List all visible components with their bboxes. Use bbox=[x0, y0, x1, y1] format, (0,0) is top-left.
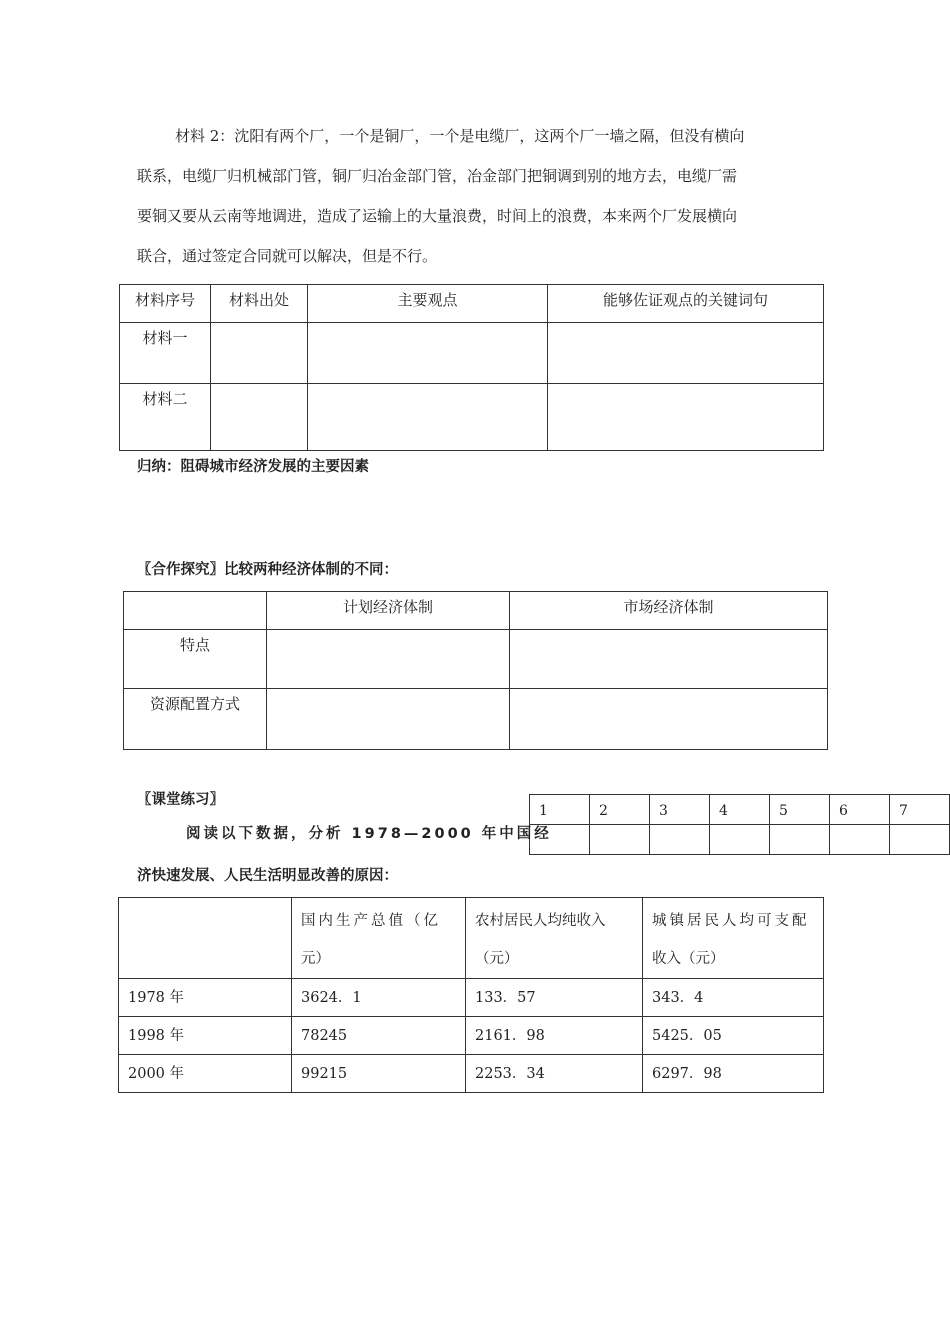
answer-input-row bbox=[530, 825, 950, 855]
answer-cell[interactable] bbox=[308, 323, 548, 384]
table-header-row bbox=[124, 592, 828, 630]
gdp-cell: 99215 bbox=[292, 1055, 466, 1093]
table-row bbox=[120, 384, 824, 451]
material-2-line: 联系，电缆厂归机械部门管，铜厂归冶金部门管，冶金部门把铜调到别的地方去，电缆厂需 bbox=[137, 167, 738, 185]
answer-cell[interactable] bbox=[211, 384, 308, 451]
material-2-line: 要铜又要从云南等地调进，造成了运输上的大量浪费，时间上的浪费，本来两个厂发展横向 bbox=[137, 207, 738, 225]
row-label: 资源配置方式 bbox=[124, 689, 267, 750]
header-cell bbox=[124, 592, 267, 630]
year-cell: 2000 年 bbox=[119, 1055, 292, 1093]
answer-number: 5 bbox=[770, 795, 830, 825]
header-cell: 能够佐证观点的关键词句 bbox=[548, 285, 824, 323]
table-row bbox=[120, 323, 824, 384]
answer-cell[interactable] bbox=[267, 630, 510, 689]
answer-cell[interactable] bbox=[510, 689, 828, 750]
answer-number: 3 bbox=[650, 795, 710, 825]
answer-number-row bbox=[530, 795, 950, 825]
answer-cell[interactable] bbox=[211, 323, 308, 384]
rural-income-cell: 133．57 bbox=[466, 979, 643, 1017]
table-header-row bbox=[119, 898, 824, 979]
gdp-cell: 78245 bbox=[292, 1017, 466, 1055]
gdp-cell: 3624．1 bbox=[292, 979, 466, 1017]
table-header-row bbox=[120, 285, 824, 323]
urban-income-cell: 6297．98 bbox=[643, 1055, 824, 1093]
answer-cell[interactable] bbox=[267, 689, 510, 750]
header-cell-empty bbox=[119, 898, 292, 979]
answer-cell[interactable] bbox=[548, 384, 824, 451]
header-cell: 国内生产总值（亿 元） bbox=[292, 898, 466, 979]
table-row bbox=[119, 979, 824, 1017]
answer-cell[interactable] bbox=[308, 384, 548, 451]
practice-heading: 〖课堂练习〗 bbox=[137, 792, 224, 808]
row-label: 材料二 bbox=[120, 384, 211, 451]
material-2-paragraph bbox=[137, 116, 827, 276]
practice-intro-line-2: 济快速发展、人民生活明显改善的原因： bbox=[137, 868, 398, 884]
header-cell: 材料序号 bbox=[120, 285, 211, 323]
cooperation-heading: 〖合作探究〗比较两种经济体制的不同： bbox=[137, 562, 398, 578]
header-cell: 城镇居民人均可支配 收入（元） bbox=[643, 898, 824, 979]
row-label: 特点 bbox=[124, 630, 267, 689]
answer-number: 1 bbox=[530, 795, 590, 825]
answer-number: 6 bbox=[830, 795, 890, 825]
urban-income-cell: 5425．05 bbox=[643, 1017, 824, 1055]
year-cell: 1998 年 bbox=[119, 1017, 292, 1055]
table-row bbox=[124, 630, 828, 689]
header-cell: 主要观点 bbox=[308, 285, 548, 323]
answer-cell[interactable] bbox=[548, 323, 824, 384]
answer-cell[interactable] bbox=[510, 630, 828, 689]
header-cell: 材料出处 bbox=[211, 285, 308, 323]
answer-input-cell[interactable] bbox=[590, 825, 650, 855]
material-2-line: 材料 2：沈阳有两个厂，一个是铜厂，一个是电缆厂，这两个厂一墙之隔，但没有横向 bbox=[175, 127, 745, 145]
answer-input-cell[interactable] bbox=[710, 825, 770, 855]
header-cell: 计划经济体制 bbox=[267, 592, 510, 630]
summary-heading: 归纳：阻碍城市经济发展的主要因素 bbox=[137, 459, 369, 475]
answer-input-cell[interactable] bbox=[890, 825, 950, 855]
rural-income-cell: 2161．98 bbox=[466, 1017, 643, 1055]
urban-income-cell: 343．4 bbox=[643, 979, 824, 1017]
table-row bbox=[119, 1055, 824, 1093]
rural-income-cell: 2253．34 bbox=[466, 1055, 643, 1093]
material-2-line: 联合，通过签定合同就可以解决，但是不行。 bbox=[137, 247, 438, 265]
header-cell: 市场经济体制 bbox=[510, 592, 828, 630]
year-cell: 1978 年 bbox=[119, 979, 292, 1017]
answer-input-cell[interactable] bbox=[770, 825, 830, 855]
economic-data-table bbox=[118, 897, 824, 1093]
answer-number: 4 bbox=[710, 795, 770, 825]
row-label: 材料一 bbox=[120, 323, 211, 384]
answer-input-cell[interactable] bbox=[830, 825, 890, 855]
practice-intro-line-1: 阅读以下数据，分析 1978—2000 年中国经 bbox=[186, 826, 552, 842]
header-cell: 农村居民人均纯收入 （元） bbox=[466, 898, 643, 979]
material-analysis-table bbox=[119, 284, 824, 451]
answer-grid bbox=[529, 794, 950, 855]
table-row bbox=[124, 689, 828, 750]
answer-number: 7 bbox=[890, 795, 950, 825]
answer-number: 2 bbox=[590, 795, 650, 825]
table-row bbox=[119, 1017, 824, 1055]
economic-system-table bbox=[123, 591, 828, 750]
answer-input-cell[interactable] bbox=[650, 825, 710, 855]
